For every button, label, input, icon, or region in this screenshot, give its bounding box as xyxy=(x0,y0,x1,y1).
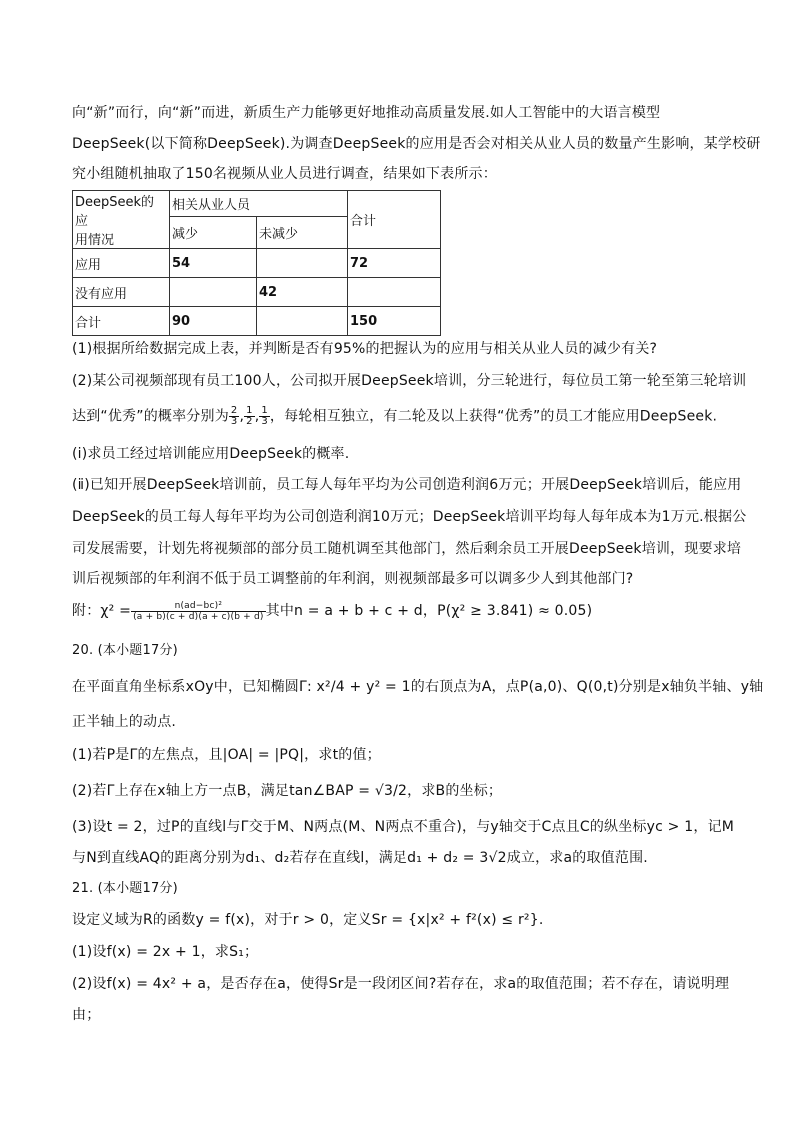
table-cell: 72 xyxy=(348,249,441,278)
table-header-total: 合计 xyxy=(348,191,441,249)
fraction-one-third: $\frac{1}{3}$ xyxy=(261,405,268,427)
fraction-one-half: $\frac{1}{2}$ xyxy=(246,405,253,427)
table-header-application-l2: 用情况 xyxy=(75,233,115,248)
table-cell: 42 xyxy=(257,278,348,307)
table-cell-label: 应用 xyxy=(73,249,170,278)
q19-subq-i: (ⅰ)求员工经过培训能应用DeepSeek的概率. xyxy=(72,446,350,462)
table-cell: 150 xyxy=(348,307,441,336)
q21-line1: 设定义域为R的函数y = f(x)，对于r > 0，定义Sr = {x|x² + f²(x) ≤ r²}. xyxy=(72,912,544,928)
q19-part2-line1: (2)某公司视频部现有员工100人，公司拟开展DeepSeek培训，分三轮进行，每位员工第一轮至第三轮培训 xyxy=(72,373,747,389)
q19-formula-note xyxy=(72,600,592,622)
q21-part2-line1: (2)设f(x) = 4x² + a，是否存在a，使得Sr是一段闭区间?若存在，求a的取值范围；若不存在，请说明理 xyxy=(72,976,730,992)
q20-line1: 在平面直角坐标系xOy中，已知椭圆Γ: x²/4 + y² = 1的右顶点为A，点P(a,0)、Q(0,t)分别是x轴负半轴、y轴 xyxy=(72,679,764,695)
q20-heading: 20. (本小题17分) xyxy=(72,643,178,658)
q20-part1: (1)若P是Γ的左焦点，且|OA| = |PQ|，求t的值； xyxy=(72,747,381,763)
table-row xyxy=(73,307,441,336)
table-row xyxy=(73,249,441,278)
chi-square-numerator: n(ad−bc)² xyxy=(131,601,266,612)
q19-part2-suffix: ，每轮相互独立，有二轮及以上获得“优秀”的员工才能应用DeepSeek. xyxy=(269,408,718,425)
q19-part2-prefix: 达到“优秀”的概率分别为 xyxy=(72,408,229,425)
q19-part2-line2: 达到“优秀”的概率分别为 $\frac{2}{3}$ , $\frac{1}{2}$ , $\frac{1}{3}$ ，每轮相互独立，有二轮及以上获得“优秀”的员工才能应用DeepSeek. xyxy=(72,405,718,427)
table-header-application-l1: DeepSeek的应 xyxy=(75,195,155,229)
q20-line2: 正半轴上的动点. xyxy=(72,714,177,730)
table-header-decrease: 减少 xyxy=(170,216,257,248)
q20-part3-line1: (3)设t = 2，过P的直线l与Γ交于M、N两点(M、N两点不重合)，与y轴交于C点且C的纵坐标yc > 1，记M xyxy=(72,819,735,835)
intro-line-3: 究小组随机抽取了150名视频从业人员进行调查，结果如下表所示： xyxy=(72,166,497,182)
table-cell: 90 xyxy=(170,307,257,336)
intro-line-1: 向“新”而行，向“新”而进，新质生产力能够更好地推动高质量发展.如人工智能中的大语言模型 xyxy=(72,105,661,121)
q20-part2: (2)若Γ上存在x轴上方一点B，满足tan∠BAP = √3/2，求B的坐标； xyxy=(72,783,503,799)
table-header-application xyxy=(73,191,170,249)
q19-subq-ii-line3: 司发展需要，计划先将视频部的部分员工随机调至其他部门，然后剩余员工开展DeepSeek培训，现要求培 xyxy=(72,541,742,557)
q19-subq-ii-line4: 训后视频部的年利润不低于员工调整前的年利润，则视频部最多可以调多少人到其他部门? xyxy=(72,571,634,587)
table-header-no-decrease: 未减少 xyxy=(257,216,348,248)
q21-part2-line2: 由； xyxy=(72,1007,101,1023)
formula-suffix: 其中n = a + b + c + d，P(χ² ≥ 3.841) ≈ 0.05) xyxy=(265,603,593,619)
table-cell-label: 没有应用 xyxy=(73,278,170,307)
table-header-group: 相关从业人员 xyxy=(170,191,348,217)
table-cell xyxy=(348,278,441,307)
chi-square-fraction xyxy=(131,601,266,622)
table-cell xyxy=(257,249,348,278)
formula-prefix: 附：χ² = xyxy=(72,603,132,619)
q20-part3-line2: 与N到直线AQ的距离分别为d₁、d₂若存在直线l，满足d₁ + d₂ = 3√2成立，求a的取值范围. xyxy=(72,850,648,866)
q19-part1: (1)根据所给数据完成上表，并判断是否有95%的把握认为的应用与相关从业人员的减少有关? xyxy=(72,341,658,357)
table-row xyxy=(73,278,441,307)
table-cell xyxy=(170,278,257,307)
q21-part1: (1)设f(x) = 2x + 1，求S₁； xyxy=(72,944,259,960)
table-cell-label: 合计 xyxy=(73,307,170,336)
chi-square-denominator: (a + b)(c + d)(a + c)(b + d) xyxy=(133,611,264,622)
table-cell: 54 xyxy=(170,249,257,278)
intro-line-2: DeepSeek(以下简称DeepSeek).为调查DeepSeek的应用是否会对相关从业人员的数量产生影响，某学校研 xyxy=(72,136,761,152)
table-cell xyxy=(257,307,348,336)
contingency-table xyxy=(72,190,441,336)
q19-subq-ii-line2: DeepSeek的员工每人每年平均为公司创造利润10万元；DeepSeek培训平均每人每年成本为1万元.根据公 xyxy=(72,509,747,525)
q19-subq-ii-line1: (ⅱ)已知开展DeepSeek培训前，员工每人每年平均为公司创造利润6万元；开展DeepSeek培训后，能应用 xyxy=(72,477,742,493)
fraction-two-thirds: $\frac{2}{3}$ xyxy=(230,405,238,427)
q21-heading: 21. (本小题17分) xyxy=(72,881,178,896)
